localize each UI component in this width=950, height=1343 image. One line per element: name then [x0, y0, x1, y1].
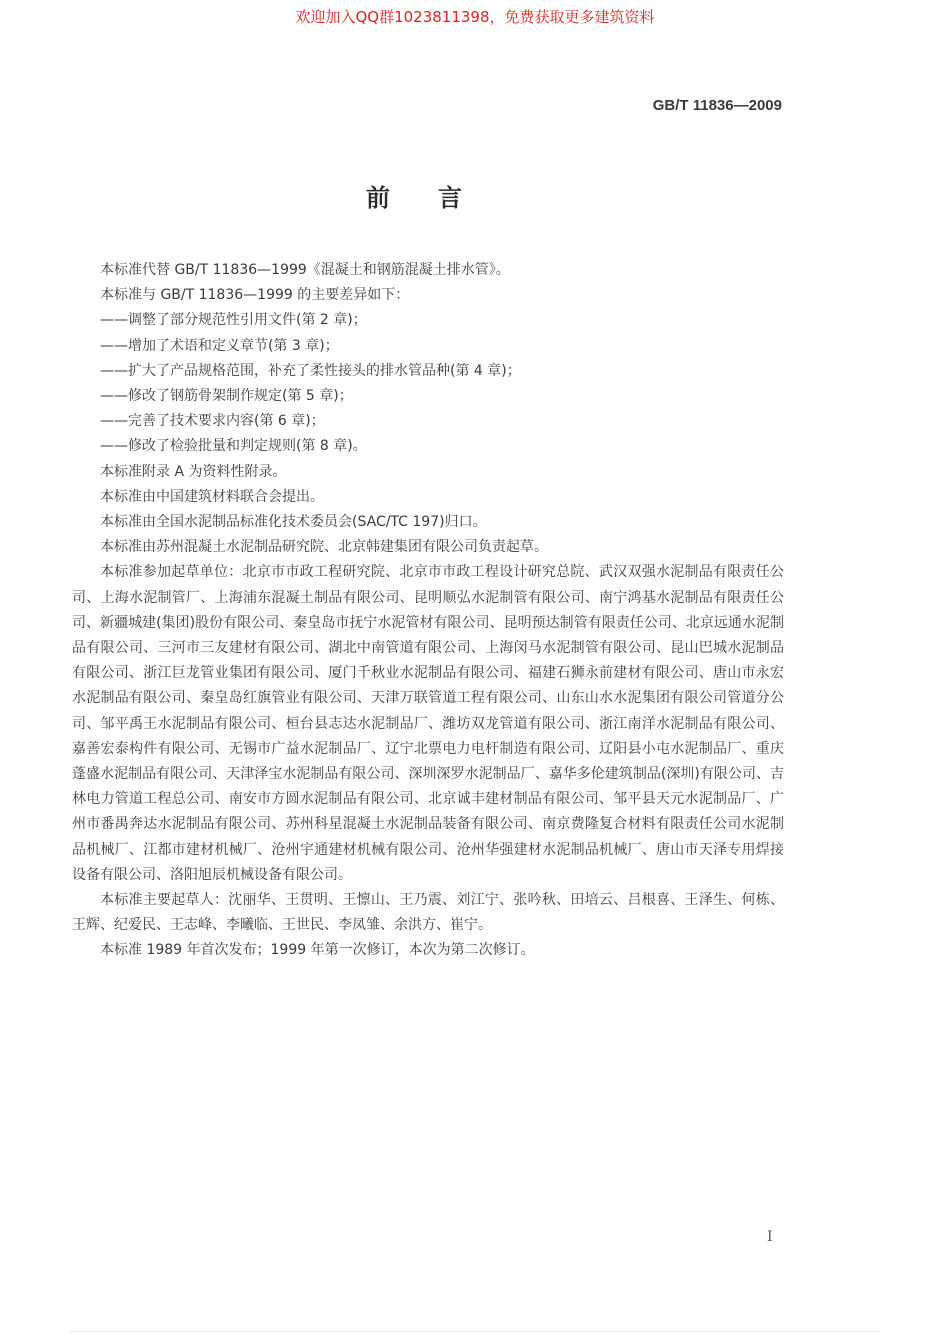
paragraph-proposed-by: 本标准由中国建筑材料联合会提出。 — [100, 488, 324, 505]
paragraph-drafted-by: 本标准由苏州混凝土水泥制品研究院、北京韩建集团有限公司负责起草。 — [100, 539, 548, 556]
paragraph-replaces: 本标准代替 GB/T 11836—1999《混凝土和钢筋混凝土排水管》。 — [100, 262, 510, 278]
list-item: ——修改了检验批量和判定规则(第 8 章)。 — [100, 438, 367, 455]
page-number: I — [767, 1229, 773, 1245]
paragraph-appendix: 本标准附录 A 为资料性附录。 — [100, 463, 287, 480]
paragraph-differences-intro: 本标准与 GB/T 11836—1999 的主要差异如下： — [100, 287, 410, 304]
list-item: ——扩大了产品规格范围，补充了柔性接头的排水管品种(第 4 章)； — [100, 362, 521, 379]
list-item: ——增加了术语和定义章节(第 3 章)； — [100, 337, 339, 354]
paragraph-history: 本标准 1989 年首次发布；1999 年第一次修订，本次为第二次修订。 — [100, 942, 535, 959]
foreword-body — [72, 258, 784, 964]
bottom-divider — [70, 1331, 880, 1332]
paragraph-participating-units: 本标准参加起草单位：北京市市政工程研究院、北京市市政工程设计研究总院、武汉双强水泥制品有限责任公司、上海水泥制管厂、上海浦东混凝土制品有限公司、昆明顺弘水泥制管有限公司、南宁鸿基水泥制品有限责任公司、新疆城建(集团)股份有限公司、秦皇岛市抚宁水泥管材有限公司、昆明预达制管有限责任公司、北京远通水泥制品有限公司、三河市三友建材有限公司、湖北中南管道有限公司、上海闵马水泥制管有限公司、昆山巴城水泥制品有限公司、浙江巨龙管业集团有限公司、厦门千秋业水泥制品有限公司、福建石狮永前建材有限公司、唐山市永宏水泥制品有限公司、秦皇岛红旗管业有限公司、天津万联管道工程有限公司、山东山水水泥集团有限公司管道分公司、邹平禹王水泥制品有限公司、桓台县志达水泥制品厂、潍坊双龙管道有限公司、浙江南洋水泥制品有限公司、嘉善宏泰构件有限公司、无锡市广益水泥制品厂、辽宁北票电力电杆制造有限公司、辽阳县小屯水泥制品厂、重庆蓬盛水泥制品有限公司、天津泽宝水泥制品有限公司、深圳深罗水泥制品厂、嘉华多伦建筑制品(深圳)有限公司、吉林电力管道工程总公司、南安市方圆水泥制品有限公司、北京诚丰建材制品有限公司、邹平县天元水泥制品厂、广州市番禺奔达水泥制品有限公司、苏州科星混凝土水泥制品装备有限公司、南京费隆复合材料有限责任公司水泥制品机械厂、江都市建材机械厂、沧州宇通建材机械有限公司、沧州华强建材水泥制品机械厂、唐山市天泽专用焊接设备有限公司、洛阳旭辰机械设备有限公司。 — [72, 564, 784, 883]
list-item: ——调整了部分规范性引用文件(第 2 章)； — [100, 312, 367, 329]
paragraph-main-drafters: 本标准主要起草人：沈丽华、王贯明、王懔山、王乃震、刘江宁、张吟秋、田培云、吕根喜、王泽生、何栋、王辉、纪爱民、王志峰、李曦临、王世民、李凤雏、余洪方、崔宁。 — [72, 892, 784, 934]
list-item: ——修改了钢筋骨架制作规定(第 5 章)； — [100, 388, 353, 405]
standard-code: GB/T 11836—2009 — [652, 97, 782, 114]
paragraph-administered-by: 本标准由全国水泥制品标准化技术委员会(SAC/TC 197)归口。 — [100, 514, 487, 531]
watermark-banner: 欢迎加入QQ群1023811398，免费获取更多建筑资料 — [295, 8, 655, 26]
list-item: ——完善了技术要求内容(第 6 章)； — [100, 413, 325, 430]
page-title: 前言 — [366, 184, 510, 212]
